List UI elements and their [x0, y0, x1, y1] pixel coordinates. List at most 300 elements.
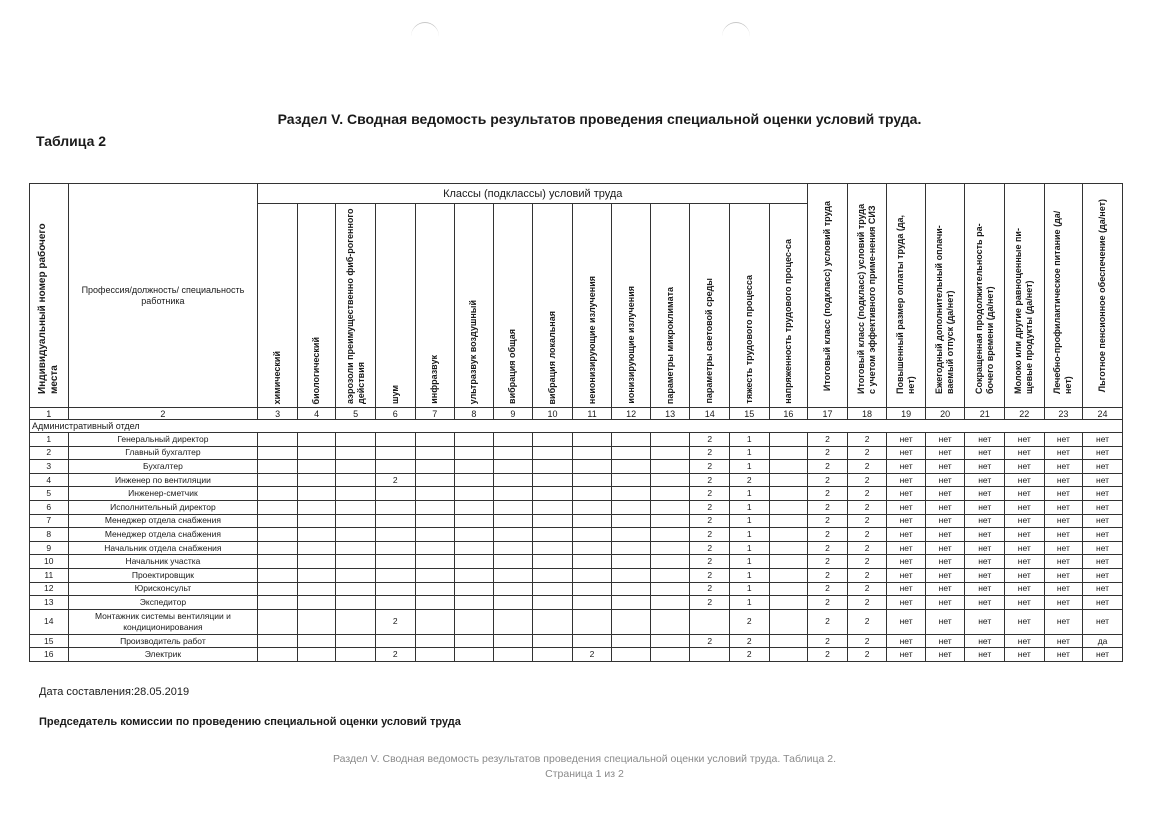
column-number: 19	[887, 408, 926, 420]
header-final-3: Ежегодный дополнительный оплачи-ваемый отпуск (да/нет)	[925, 184, 965, 408]
row-profession: Производитель работ	[68, 634, 258, 648]
table-cell: 2	[690, 500, 730, 514]
table-cell	[258, 487, 298, 501]
table-cell	[258, 634, 298, 648]
table-cell: нет	[925, 487, 965, 501]
table-cell	[336, 555, 376, 569]
row-number: 1	[30, 433, 69, 447]
table-cell	[258, 582, 298, 596]
table-cell: нет	[965, 541, 1005, 555]
table-cell: 2	[808, 500, 848, 514]
table-cell	[493, 568, 533, 582]
table-cell	[572, 541, 612, 555]
table-cell	[769, 555, 808, 569]
table-cell: 2	[690, 514, 730, 528]
table-cell	[493, 528, 533, 542]
table-cell: нет	[887, 446, 926, 460]
header-factor-11: параметры световой среды	[690, 204, 730, 408]
table-cell	[415, 487, 455, 501]
table-cell: 2	[808, 596, 848, 610]
table-cell: 2	[847, 648, 887, 662]
table-cell	[375, 500, 415, 514]
table-cell	[336, 582, 376, 596]
table-cell	[572, 500, 612, 514]
table-cell	[612, 487, 651, 501]
table-cell	[336, 433, 376, 447]
table-cell: 2	[690, 634, 730, 648]
table-row	[30, 433, 1123, 447]
table-cell: нет	[965, 460, 1005, 474]
table-cell	[336, 446, 376, 460]
table-cell	[533, 648, 573, 662]
table-cell: нет	[925, 634, 965, 648]
table-cell: нет	[925, 555, 965, 569]
table-cell: 1	[730, 433, 770, 447]
table-cell: нет	[1005, 500, 1045, 514]
table-cell: нет	[1005, 528, 1045, 542]
column-number: 22	[1005, 408, 1045, 420]
table-cell: нет	[887, 609, 926, 634]
row-number: 2	[30, 446, 69, 460]
table-cell	[769, 582, 808, 596]
table-cell	[415, 433, 455, 447]
header-factor-4: инфразвук	[415, 204, 455, 408]
table-cell	[650, 582, 690, 596]
table-cell	[650, 634, 690, 648]
table-cell: 2	[808, 473, 848, 487]
table-cell	[572, 634, 612, 648]
table-cell	[769, 648, 808, 662]
table-cell	[650, 528, 690, 542]
table-cell: 2	[690, 528, 730, 542]
table-cell	[415, 596, 455, 610]
table-cell: нет	[1005, 446, 1045, 460]
table-cell	[375, 541, 415, 555]
table-cell: нет	[1044, 514, 1083, 528]
table-cell: нет	[925, 460, 965, 474]
table-cell: нет	[1005, 648, 1045, 662]
table-cell: нет	[1005, 634, 1045, 648]
table-cell: 1	[730, 514, 770, 528]
row-number: 14	[30, 609, 69, 634]
header-classes-group: Классы (подклассы) условий труда	[258, 184, 808, 204]
table-cell: нет	[965, 487, 1005, 501]
table-cell: 1	[730, 568, 770, 582]
row-number: 10	[30, 555, 69, 569]
header-profession: Профессия/должность/ специальность работника	[68, 184, 258, 408]
table-row	[30, 555, 1123, 569]
table-cell	[572, 487, 612, 501]
table-cell: нет	[965, 609, 1005, 634]
table-cell: нет	[1083, 487, 1123, 501]
table-cell: нет	[887, 514, 926, 528]
table-cell: нет	[1005, 596, 1045, 610]
column-number: 5	[336, 408, 376, 420]
column-number: 16	[769, 408, 808, 420]
table-cell: нет	[1005, 433, 1045, 447]
table-cell	[572, 528, 612, 542]
table-cell	[533, 541, 573, 555]
table-cell	[336, 514, 376, 528]
table-cell	[612, 460, 651, 474]
table-cell	[572, 460, 612, 474]
table-row	[30, 596, 1123, 610]
table-row	[30, 446, 1123, 460]
table-cell: 2	[847, 555, 887, 569]
table-cell: нет	[1044, 433, 1083, 447]
table-cell	[336, 500, 376, 514]
table-cell	[375, 555, 415, 569]
table-cell	[455, 487, 494, 501]
table-cell	[336, 596, 376, 610]
row-profession: Инженер по вентиляции	[68, 473, 258, 487]
row-profession: Начальник отдела снабжения	[68, 541, 258, 555]
table-cell	[650, 555, 690, 569]
table-cell: 2	[808, 487, 848, 501]
table-cell: нет	[887, 596, 926, 610]
table-cell: нет	[965, 555, 1005, 569]
table-cell	[572, 473, 612, 487]
table-cell: 2	[847, 528, 887, 542]
table-cell	[375, 528, 415, 542]
table-cell	[415, 648, 455, 662]
footer-line-1: Раздел V. Сводная ведомость результатов проведения специальной оценки условий труда. Таблица 2.	[332, 753, 837, 765]
table-cell	[336, 460, 376, 474]
column-number: 7	[415, 408, 455, 420]
table-cell	[455, 500, 494, 514]
table-cell: нет	[1083, 500, 1123, 514]
row-number: 7	[30, 514, 69, 528]
table-cell: 2	[690, 541, 730, 555]
section-title: Административный отдел	[30, 420, 1123, 433]
table-cell: 1	[730, 555, 770, 569]
footer-page-number: Страница 1 из 2	[545, 768, 624, 780]
table-cell: нет	[1083, 446, 1123, 460]
table-cell: 2	[808, 528, 848, 542]
table-cell: 2	[730, 634, 770, 648]
table-cell	[533, 528, 573, 542]
table-cell: нет	[887, 582, 926, 596]
table-cell	[572, 596, 612, 610]
table-cell	[258, 541, 298, 555]
table-cell	[572, 582, 612, 596]
header-factor-8: неионизирующие излучения	[572, 204, 612, 408]
table-cell: 2	[690, 446, 730, 460]
table-cell	[375, 514, 415, 528]
row-profession: Монтажник системы вентиляции и кондиционирования	[68, 609, 258, 634]
table-cell: нет	[965, 568, 1005, 582]
table-cell: нет	[965, 596, 1005, 610]
row-profession: Главный бухгалтер	[68, 446, 258, 460]
table-cell: нет	[1083, 609, 1123, 634]
table-cell	[297, 446, 336, 460]
table-cell: 2	[808, 433, 848, 447]
table-cell: 2	[847, 568, 887, 582]
table-cell: 1	[730, 582, 770, 596]
table-cell: 2	[808, 460, 848, 474]
table-cell: нет	[965, 500, 1005, 514]
row-profession: Менеджер отдела снабжения	[68, 514, 258, 528]
table-cell	[336, 634, 376, 648]
table-cell	[258, 555, 298, 569]
table-row	[30, 634, 1123, 648]
table-cell	[455, 541, 494, 555]
row-profession: Экспедитор	[68, 596, 258, 610]
table-cell	[297, 596, 336, 610]
column-number: 21	[965, 408, 1005, 420]
table-cell	[336, 487, 376, 501]
table-cell: 2	[808, 609, 848, 634]
table-cell	[612, 500, 651, 514]
table-cell	[533, 514, 573, 528]
header-final-6: Лечебно-профилактическое питание (да/нет)	[1044, 184, 1083, 408]
row-number: 5	[30, 487, 69, 501]
table-cell: нет	[1083, 596, 1123, 610]
table-cell	[690, 609, 730, 634]
row-profession: Проектировщик	[68, 568, 258, 582]
table-cell	[533, 487, 573, 501]
table-cell	[297, 555, 336, 569]
column-number: 4	[297, 408, 336, 420]
row-number: 8	[30, 528, 69, 542]
header-factor-5: ультразвук воздушный	[455, 204, 494, 408]
column-number: 10	[533, 408, 573, 420]
column-number: 20	[925, 408, 965, 420]
table-cell: нет	[965, 648, 1005, 662]
column-number: 23	[1044, 408, 1083, 420]
table-cell: 2	[690, 596, 730, 610]
table-cell	[455, 473, 494, 487]
table-cell: нет	[1044, 582, 1083, 596]
table-cell: 1	[730, 541, 770, 555]
table-cell	[612, 473, 651, 487]
table-cell	[455, 514, 494, 528]
table-cell	[650, 446, 690, 460]
table-cell	[572, 568, 612, 582]
table-cell: 2	[375, 648, 415, 662]
row-number: 16	[30, 648, 69, 662]
table-cell	[455, 433, 494, 447]
table-cell	[493, 487, 533, 501]
table-cell	[493, 634, 533, 648]
table-cell: нет	[1005, 473, 1045, 487]
table-cell	[258, 500, 298, 514]
column-number: 24	[1083, 408, 1123, 420]
table-cell: 2	[847, 473, 887, 487]
table-cell: нет	[1083, 514, 1123, 528]
table-cell	[533, 460, 573, 474]
table-cell	[455, 446, 494, 460]
table-cell: нет	[1044, 487, 1083, 501]
table-cell: 2	[847, 541, 887, 555]
table-cell: нет	[1005, 609, 1045, 634]
table-row	[30, 473, 1123, 487]
table-cell	[336, 528, 376, 542]
table-cell	[612, 596, 651, 610]
table-cell	[572, 433, 612, 447]
page-title: Раздел V. Сводная ведомость результатов проведения специальной оценки условий труда.	[277, 111, 922, 127]
table-cell	[533, 609, 573, 634]
table-row	[30, 648, 1123, 662]
table-cell: нет	[925, 433, 965, 447]
row-profession: Бухгалтер	[68, 460, 258, 474]
row-profession: Генеральный директор	[68, 433, 258, 447]
table-cell	[612, 634, 651, 648]
table-cell: нет	[1044, 648, 1083, 662]
table-cell	[455, 555, 494, 569]
table-cell: нет	[1044, 596, 1083, 610]
header-factor-9: ионизирующие излучения	[612, 204, 651, 408]
column-number: 17	[808, 408, 848, 420]
table-cell: нет	[1044, 609, 1083, 634]
table-cell	[297, 514, 336, 528]
header-final-2: Повышенный размер оплаты труда (да, нет)	[887, 184, 926, 408]
header-factor-2: аэрозоли преимущественно фиб-рогенного действия	[336, 204, 376, 408]
table-cell: нет	[887, 487, 926, 501]
table-cell	[769, 487, 808, 501]
table-cell	[769, 568, 808, 582]
table-cell	[493, 648, 533, 662]
table-cell: 2	[690, 582, 730, 596]
table-cell: нет	[965, 528, 1005, 542]
table-cell	[415, 555, 455, 569]
table-cell: 2	[690, 555, 730, 569]
table-cell	[415, 473, 455, 487]
table-cell	[612, 541, 651, 555]
column-number: 13	[650, 408, 690, 420]
table-cell	[612, 528, 651, 542]
table-cell: 2	[808, 555, 848, 569]
table-cell: 2	[808, 541, 848, 555]
table-cell	[375, 487, 415, 501]
header-final-4: Сокращенная продолжительность ра-бочего времени (да/нет)	[965, 184, 1005, 408]
column-number: 18	[847, 408, 887, 420]
header-workplace-number: Индивидуальный номер рабочего места	[30, 184, 69, 408]
column-number: 8	[455, 408, 494, 420]
header-factor-10: параметры микроклимата	[650, 204, 690, 408]
table-cell: нет	[1005, 582, 1045, 596]
column-number: 11	[572, 408, 612, 420]
table-cell	[572, 446, 612, 460]
column-number: 14	[690, 408, 730, 420]
table-cell	[297, 487, 336, 501]
table-cell: 1	[730, 446, 770, 460]
compilation-date: Дата составления:28.05.2019	[39, 686, 190, 698]
table-cell: нет	[1083, 582, 1123, 596]
table-cell	[612, 446, 651, 460]
table-cell: 2	[730, 609, 770, 634]
table-cell: нет	[1083, 555, 1123, 569]
table-cell: нет	[887, 541, 926, 555]
table-cell	[415, 460, 455, 474]
table-cell: нет	[925, 500, 965, 514]
table-cell: нет	[1005, 460, 1045, 474]
table-cell: 2	[572, 648, 612, 662]
table-cell: 2	[808, 568, 848, 582]
punch-hole-left	[411, 22, 439, 51]
table-cell	[650, 460, 690, 474]
table-cell	[690, 648, 730, 662]
row-number: 3	[30, 460, 69, 474]
table-cell	[258, 433, 298, 447]
table-cell: 1	[730, 528, 770, 542]
table-cell	[769, 609, 808, 634]
table-cell: нет	[887, 500, 926, 514]
header-factor-3: шум	[375, 204, 415, 408]
table-cell	[493, 541, 533, 555]
table-cell	[258, 596, 298, 610]
table-cell: нет	[887, 648, 926, 662]
table-cell	[650, 433, 690, 447]
table-cell	[493, 596, 533, 610]
table-row	[30, 500, 1123, 514]
table-cell	[533, 582, 573, 596]
table-cell	[650, 596, 690, 610]
table-row	[30, 487, 1123, 501]
table-cell	[650, 609, 690, 634]
results-table	[29, 183, 1123, 662]
table-cell	[297, 648, 336, 662]
table-cell: нет	[925, 446, 965, 460]
table-row	[30, 528, 1123, 542]
table-cell	[375, 596, 415, 610]
table-cell: нет	[965, 514, 1005, 528]
row-profession: Начальник участка	[68, 555, 258, 569]
table-cell	[572, 555, 612, 569]
header-factor-0: химический	[258, 204, 298, 408]
table-cell: 1	[730, 500, 770, 514]
table-label: Таблица 2	[36, 133, 107, 149]
table-cell	[493, 609, 533, 634]
table-cell: нет	[887, 433, 926, 447]
table-cell	[336, 648, 376, 662]
table-cell: 2	[690, 487, 730, 501]
column-number: 9	[493, 408, 533, 420]
table-cell: нет	[1044, 541, 1083, 555]
table-cell: нет	[965, 582, 1005, 596]
table-cell: нет	[925, 648, 965, 662]
table-cell: нет	[965, 634, 1005, 648]
table-cell: 2	[847, 446, 887, 460]
table-cell: нет	[887, 528, 926, 542]
table-cell	[612, 582, 651, 596]
table-cell	[258, 514, 298, 528]
table-row	[30, 582, 1123, 596]
table-cell: нет	[925, 596, 965, 610]
table-cell	[493, 582, 533, 596]
table-cell	[336, 609, 376, 634]
table-cell: да	[1083, 634, 1123, 648]
table-cell	[493, 460, 533, 474]
row-number: 9	[30, 541, 69, 555]
table-cell: нет	[1044, 460, 1083, 474]
table-cell: нет	[887, 568, 926, 582]
table-cell	[572, 514, 612, 528]
page-footer	[0, 752, 1169, 782]
table-cell	[493, 473, 533, 487]
table-cell: нет	[1005, 487, 1045, 501]
table-cell	[612, 568, 651, 582]
table-cell	[455, 596, 494, 610]
table-cell	[533, 500, 573, 514]
table-cell: 2	[690, 433, 730, 447]
table-cell	[375, 634, 415, 648]
table-row	[30, 568, 1123, 582]
table-cell	[258, 528, 298, 542]
header-final-0: Итоговый класс (подкласс) условий труда	[808, 184, 848, 408]
table-cell: нет	[887, 555, 926, 569]
table-cell	[258, 568, 298, 582]
